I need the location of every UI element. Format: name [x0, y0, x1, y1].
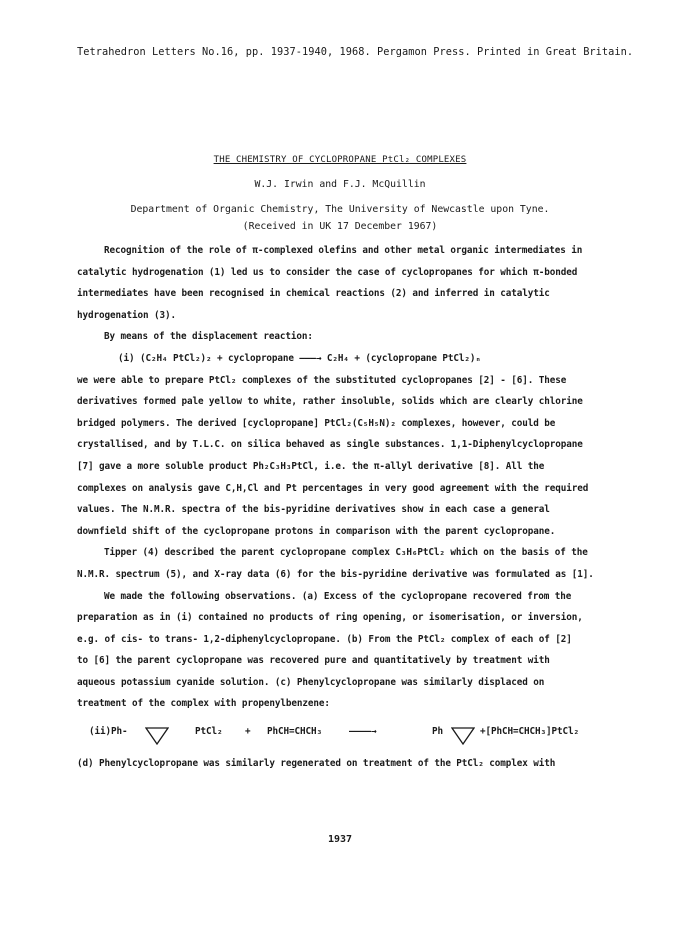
received-date: (Received in UK 17 December 1967) — [242, 221, 438, 232]
body-line: downfield shift of the cyclopropane protons in comparison with the parent cyclopropane. — [77, 525, 556, 537]
body-line: derivatives formed pale yellow to white, rather insoluble, solids which are clearly chlorine — [77, 396, 583, 408]
equation-2-arrow: ————→ — [349, 726, 377, 738]
body-line: preparation as in (i) contained no products of ring opening, or isomerisation, or inversion, — [77, 612, 583, 624]
equation-1-lhs: (C₂H₄ PtCl₂)₂ + cyclopropane — [140, 352, 294, 364]
body-line: (d) Phenylcyclopropane was similarly regenerated on treatment of the PtCl₂ complex with — [77, 758, 556, 770]
body-line: catalytic hydrogenation (1) led us to consider the case of cyclopropanes for which π-bonded — [77, 266, 578, 278]
body-line: intermediates have been recognised in chemical reactions (2) and inferred in catalytic — [77, 288, 550, 300]
affiliation: Department of Organic Chemistry, The University of Newcastle upon Tyne. — [130, 204, 550, 215]
body-line: Recognition of the role of π-complexed olefins and other metal organic intermediates in — [104, 245, 583, 256]
equation-2-reagent-2: PhCH=CHCH₃ — [267, 726, 322, 738]
body-line: [7] gave a more soluble product Ph₂C₃H₃PtCl, i.e. the π-allyl derivative [8]. All the — [77, 460, 545, 472]
article-title: THE CHEMISTRY OF CYCLOPROPANE PtCl₂ COMPLEXES — [213, 155, 467, 165]
equation-1-rhs: C₂H₄ + (cyclopropane PtCl₂)ₙ — [326, 352, 481, 364]
body-line: Tipper (4) described the parent cyclopropane complex C₃H₆PtCl₂ which on the basis of the — [104, 547, 588, 559]
body-line: to [6] the parent cyclopropane was recovered pure and quantitatively by treatment with — [77, 655, 550, 667]
equation-2-label: (ii)Ph- — [89, 726, 128, 738]
page-number: 1937 — [327, 834, 353, 845]
body-line: bridged polymers. The derived [cyclopropane] PtCl₂(C₅H₅N)₂ complexes, however, could be — [77, 417, 556, 429]
article-body — [77, 240, 605, 775]
equation-1 — [77, 348, 605, 370]
equation-1-label: (i) — [118, 352, 135, 364]
body-line: hydrogenation (3). — [77, 309, 176, 321]
running-header: Tetrahedron Letters No.16, pp. 1937-1940, 1968. Pergamon Press. Printed in Great Britain. — [77, 46, 634, 58]
equation-2-product-1: Ph — [432, 726, 443, 738]
body-line: we were able to prepare PtCl₂ complexes of the substituted cyclopropanes [2] - [6]. These — [77, 374, 567, 386]
body-line: aqueous potassium cyanide solution. (c) Phenylcyclopropane was similarly displaced on — [77, 676, 545, 688]
equation-2-plus: + — [245, 726, 251, 738]
authors: W.J. Irwin and F.J. McQuillin — [254, 179, 426, 190]
body-line: e.g. of cis- to trans- 1,2-diphenylcyclopropane. (b) From the PtCl₂ complex of each of [2] — [77, 633, 572, 645]
equation-2-reagent-1: PtCl₂ — [195, 726, 223, 738]
body-line: values. The N.M.R. spectra of the bis-pyridine derivatives show in each case a general — [77, 504, 550, 516]
body-line: treatment of the complex with propenylbenzene: — [77, 698, 330, 710]
equation-2-product-2: +[PhCH=CHCH₃]PtCl₂ — [480, 726, 579, 738]
cyclopropane-ring-icon — [145, 727, 169, 745]
body-line: crystallised, and by T.L.C. on silica behaved as single substances. 1,1-Diphenylcyclopropane — [77, 439, 583, 451]
body-line: By means of the displacement reaction: — [104, 331, 313, 343]
equation-1-arrow: ———→ — [299, 352, 322, 364]
cyclopropane-ring-icon — [451, 727, 475, 745]
equation-2 — [77, 715, 605, 747]
body-line: N.M.R. spectrum (5), and X-ray data (6) for the bis-pyridine derivative was formulated as [1]. — [77, 568, 594, 580]
body-line: complexes on analysis gave C,H,Cl and Pt percentages in very good agreement with the required — [77, 482, 589, 494]
body-line: We made the following observations. (a) Excess of the cyclopropane recovered from the — [104, 590, 572, 602]
